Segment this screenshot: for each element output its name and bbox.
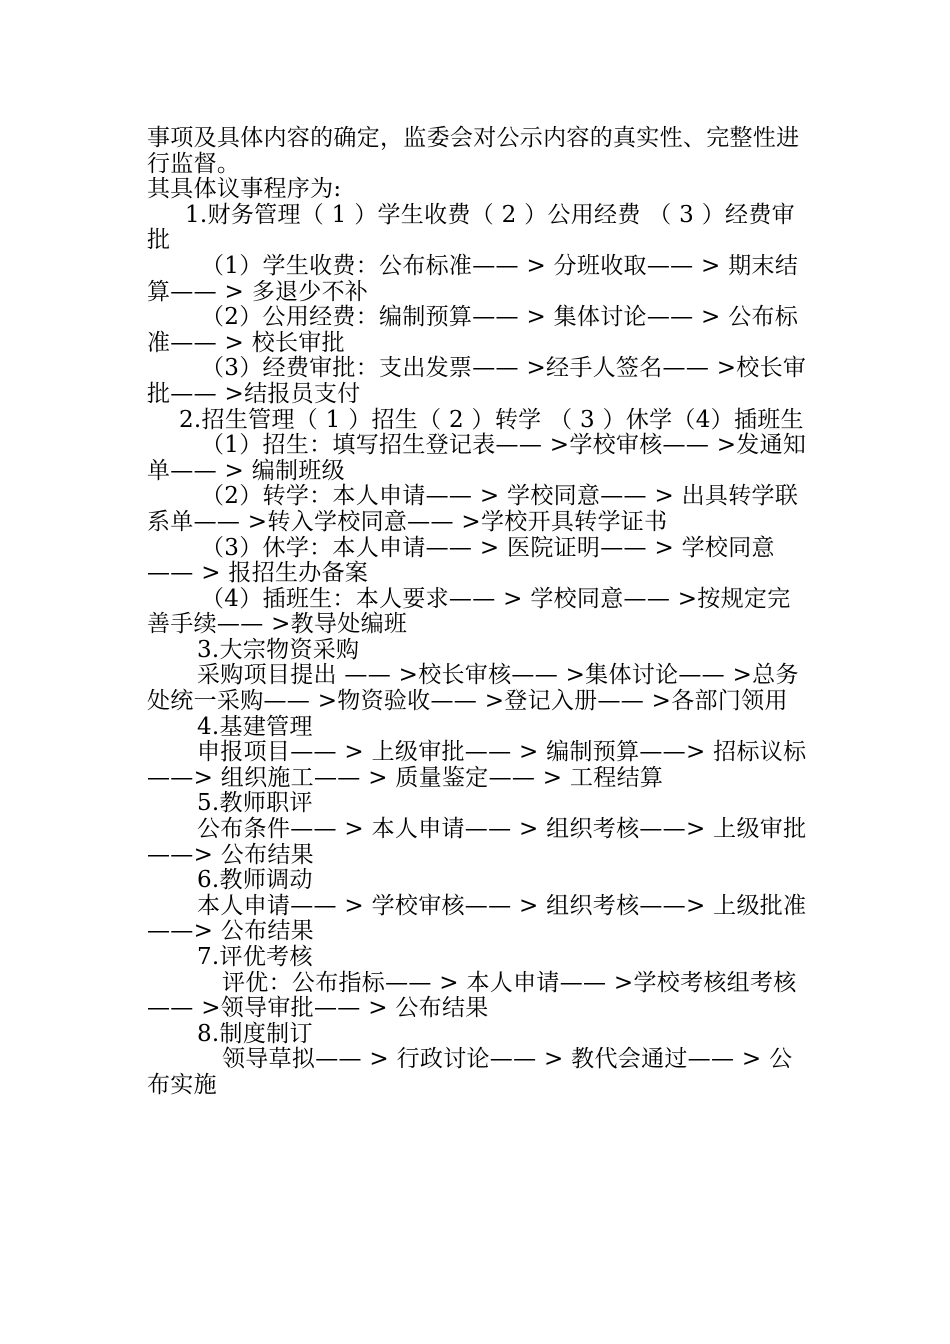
paragraph-intro: 事项及具体内容的确定，监委会对公示内容的真实性、完整性进行监督。 (147, 125, 800, 177)
finance-item-1: （1）学生收费：公布标准—— > 分班收取—— > 期末结算—— > 多退少不补 (147, 252, 799, 305)
section-construction: 4.基建管理 (197, 713, 313, 740)
enrollment-item-4: （4）插班生：本人要求—— > 学校同意—— >按规定完善手续—— >教导处编班 (147, 585, 791, 638)
enrollment-item-2: （2）转学：本人申请—— > 学校同意—— > 出具转学联系单—— >转入学校同意—— >学校开具转学证书 (147, 483, 799, 535)
section-enrollment: 2.招生管理（ 1 ）招生（ 2 ）转学 （ 3 ）休学（4）插班生 (179, 406, 804, 433)
title-evaluation-flow: 公布条件—— > 本人申请—— > 组织考核——> 上级审批——> 公布结果 (147, 816, 807, 868)
section-merit-review: 7.评优考核 (197, 944, 313, 970)
enrollment-item-1: （1）招生：填写招生登记表—— >学校审核—— >发通知单—— > 编制班级 (147, 432, 807, 484)
procurement-flow: 采购项目提出 —— >校长审核—— >集体讨论—— >总务处统一采购—— >物资验收—— >登记入册—— >各部门领用 (147, 662, 799, 715)
document-body (147, 126, 807, 1099)
rule-making-flow: 领导草拟—— > 行政讨论—— > 教代会通过—— > 公布实施 (147, 1046, 793, 1098)
section-teacher-transfer: 6.教师调动 (197, 867, 313, 894)
enrollment-item-3: （3）休学：本人申请—— > 医院证明—— > 学校同意—— > 报招生办备案 (147, 534, 775, 587)
finance-item-2: （2）公用经费：编制预算—— > 集体讨论—— > 公布标准—— > 校长审批 (147, 304, 799, 356)
section-title-evaluation: 5.教师职评 (197, 790, 313, 817)
section-finance: 1.财务管理（ 1 ）学生收费（ 2 ）公用经费 （ 3 ）经费审批 (147, 201, 795, 254)
construction-flow: 申报项目—— > 上级审批—— > 编制预算——> 招标议标——> 组织施工—— > 质量鉴定—— > 工程结算 (147, 739, 807, 791)
finance-item-3: （3）经费审批：支出发票—— >经手人签名—— >校长审批—— >结报员支付 (147, 355, 807, 407)
teacher-transfer-flow: 本人申请—— > 学校审核—— > 组织考核——> 上级批准——> 公布结果 (147, 892, 807, 945)
merit-review-flow: 评优：公布指标—— > 本人申请—— >学校考核组考核—— >领导审批—— > 公布结果 (147, 969, 797, 1022)
section-procurement: 3.大宗物资采购 (197, 636, 360, 663)
paragraph-procedure-heading: 其具体议事程序为: (147, 176, 342, 203)
section-rule-making: 8.制度制订 (197, 1020, 313, 1047)
